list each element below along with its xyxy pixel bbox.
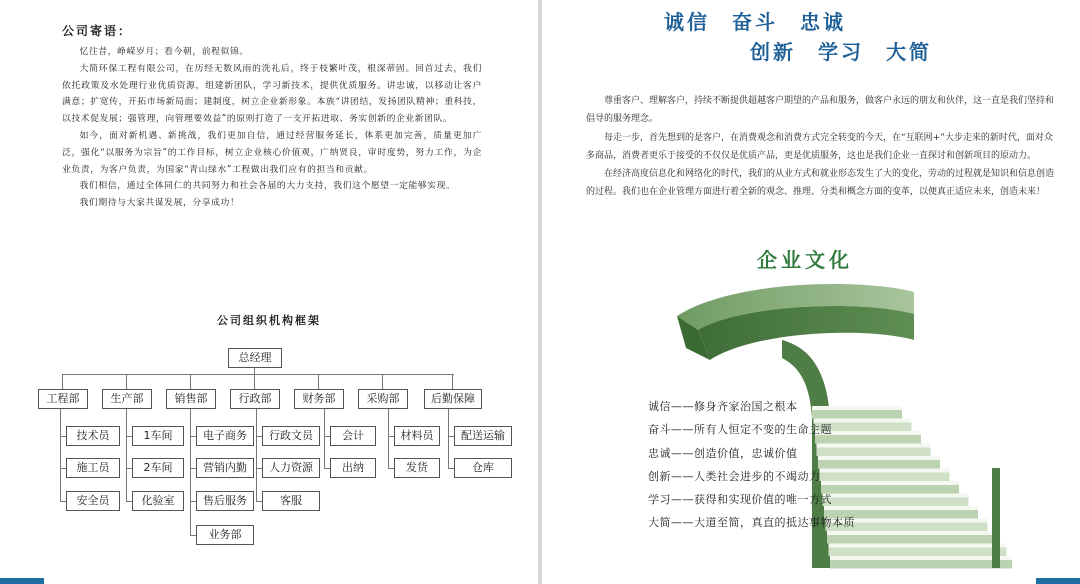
slogan-word: 忠诚: [800, 10, 846, 34]
stair-riser: [830, 560, 1012, 569]
org-chart-title: 公司组织机构框架: [217, 314, 321, 327]
org-sub-box: 人力资源: [262, 458, 320, 478]
org-connector: [448, 409, 449, 468]
slogan-word: 奋斗: [732, 10, 778, 34]
letter-paragraph: 我们期待与大家共谋发展，分享成功！: [79, 198, 240, 209]
org-dept-box: 采购部: [358, 389, 408, 409]
org-dept-box: 工程部: [38, 389, 88, 409]
org-root-box: 总经理: [228, 348, 282, 368]
slogan-word: 创新: [750, 40, 796, 64]
right-page: [542, 0, 1080, 584]
org-sub-box: 营销内勤: [196, 458, 254, 478]
page-tab-left: [0, 578, 44, 584]
value-item: 学习——获得和实现价值的唯一方式: [648, 493, 832, 507]
value-item: 创新——人类社会进步的不竭动力: [648, 469, 821, 483]
org-connector: [126, 409, 127, 501]
org-sub-box: 电子商务: [196, 426, 254, 446]
org-sub-box: 发货: [394, 458, 440, 478]
intro-paragraph: 尊重客户、理解客户，持续不断提供超越客户期望的产品和服务，做客户永远的朋友和伙伴，这一直是我们坚持和倡导的服务理念。: [586, 96, 1055, 125]
org-dept-box: 财务部: [294, 389, 344, 409]
org-connector: [254, 374, 255, 389]
slogan-line-2: [750, 36, 954, 65]
left-page: [0, 0, 538, 584]
org-sub-box: 材料员: [394, 426, 440, 446]
stair-tread: [830, 556, 1012, 560]
org-sub-box: 2车间: [132, 458, 184, 478]
stair-tread: [829, 544, 1007, 548]
org-sub-box: 客服: [262, 491, 320, 511]
org-dept-box: 销售部: [166, 389, 216, 409]
letter-paragraph: 大简环保工程有限公司，在历经无数风雨的洗礼后，终于枝繁叶茂，根深蒂固。回首过去，我们依托政策及水处理行业优质资源，组建新团队，学习新技术，提供优质服务。讲忠诚，以移动让客户满意；扩宽传，开拓市场新局面；建制度，树立企业新形象。本族“讲团结，发扬团队精神；重科技，以技术促发展；强管理，向管理要效益”的原则打造了一支开拓进取、务实创新的企业新团队。: [62, 63, 482, 125]
letter-paragraph: 如今，面对新机遇、新挑战，我们更加自信，通过经营服务延长，体系更加完善，质量更加广泛，强化“以服务为宗旨”的工作目标，树立企业核心价值观，广纳贤良，审时度势，努力工作，为企业负责，为客户负责，为国家“青山绿水”工程做出我们应有的担当和贡献。: [62, 130, 482, 175]
org-connector: [190, 374, 191, 389]
value-item: 忠诚——创造价值，忠诚价值: [648, 446, 798, 460]
intro-text: [586, 92, 1060, 202]
org-sub-box: 化验室: [132, 491, 184, 511]
org-connector: [382, 374, 383, 389]
org-sub-box: 施工员: [66, 458, 120, 478]
org-connector: [318, 374, 319, 389]
org-connector: [256, 409, 257, 501]
culture-title: 企业文化: [757, 248, 853, 272]
org-sub-box: 售后服务: [196, 491, 254, 511]
org-dept-box: 后勤保障: [424, 389, 482, 409]
org-sub-box: 行政文员: [262, 426, 320, 446]
org-connector: [60, 409, 61, 501]
letter-body: [62, 44, 482, 212]
org-connector: [452, 374, 453, 389]
stair-riser: [829, 548, 1007, 557]
values-list: [648, 398, 855, 538]
letter-title: 公司寄语：: [62, 24, 133, 38]
org-sub-box: 会计: [330, 426, 376, 446]
intro-paragraph: 在经济高度信息化和网络化的时代，我们的从业方式和就业形态发生了大的变化，劳动的过程就是知识和信息创造的过程。我们也在企业管理方面进行着全新的观念、推理、分类和概念方面的变革，以便真正适应未来，创造未来！: [586, 169, 1055, 198]
slogan-word: 学习: [818, 40, 864, 64]
value-item: 诚信——修身齐家治国之根本: [648, 400, 798, 413]
intro-paragraph: 每走一步，首先想到的是客户，在消费观念和消费方式完全转变的今天，在“互联网+”大步走来的新时代，面对众多商品，消费者更乐于接受的不仅仅是优质产品，更是优质服务，这也是我们企业一直探讨和创新项目的原动力。: [586, 132, 1053, 161]
slogan-line-1: [664, 6, 868, 35]
org-sub-box: 业务部: [196, 525, 254, 545]
letter-paragraph: 忆往昔，峥嵘岁月；看今朝，前程似锦。: [79, 47, 249, 57]
page-tab-right: [1036, 578, 1080, 584]
org-sub-box: 仓库: [454, 458, 512, 478]
stair-side: [992, 468, 1000, 568]
org-connector: [190, 409, 191, 535]
slogan-word: 诚信: [664, 10, 710, 34]
org-connector: [388, 409, 389, 468]
org-sub-box: 出纳: [330, 458, 376, 478]
slogan-word: 大简: [886, 40, 932, 64]
org-connector: [126, 374, 127, 389]
value-item: 大简——大道至简，真直的抵达事物本质: [648, 516, 855, 530]
org-sub-box: 技术员: [66, 426, 120, 446]
org-connector: [62, 374, 454, 375]
org-sub-box: 安全员: [66, 491, 120, 511]
org-dept-box: 行政部: [230, 389, 280, 409]
org-sub-box: 1车间: [132, 426, 184, 446]
letter-paragraph: 我们相信，通过全体同仁的共同努力和社会各届的大力支持，我们这个愿望一定能够实现。: [79, 181, 456, 192]
value-item: 奋斗——所有人恒定不变的生命主题: [648, 423, 832, 437]
org-connector: [62, 374, 63, 389]
org-dept-box: 生产部: [102, 389, 152, 409]
org-connector: [324, 409, 325, 468]
org-sub-box: 配送运输: [454, 426, 512, 446]
